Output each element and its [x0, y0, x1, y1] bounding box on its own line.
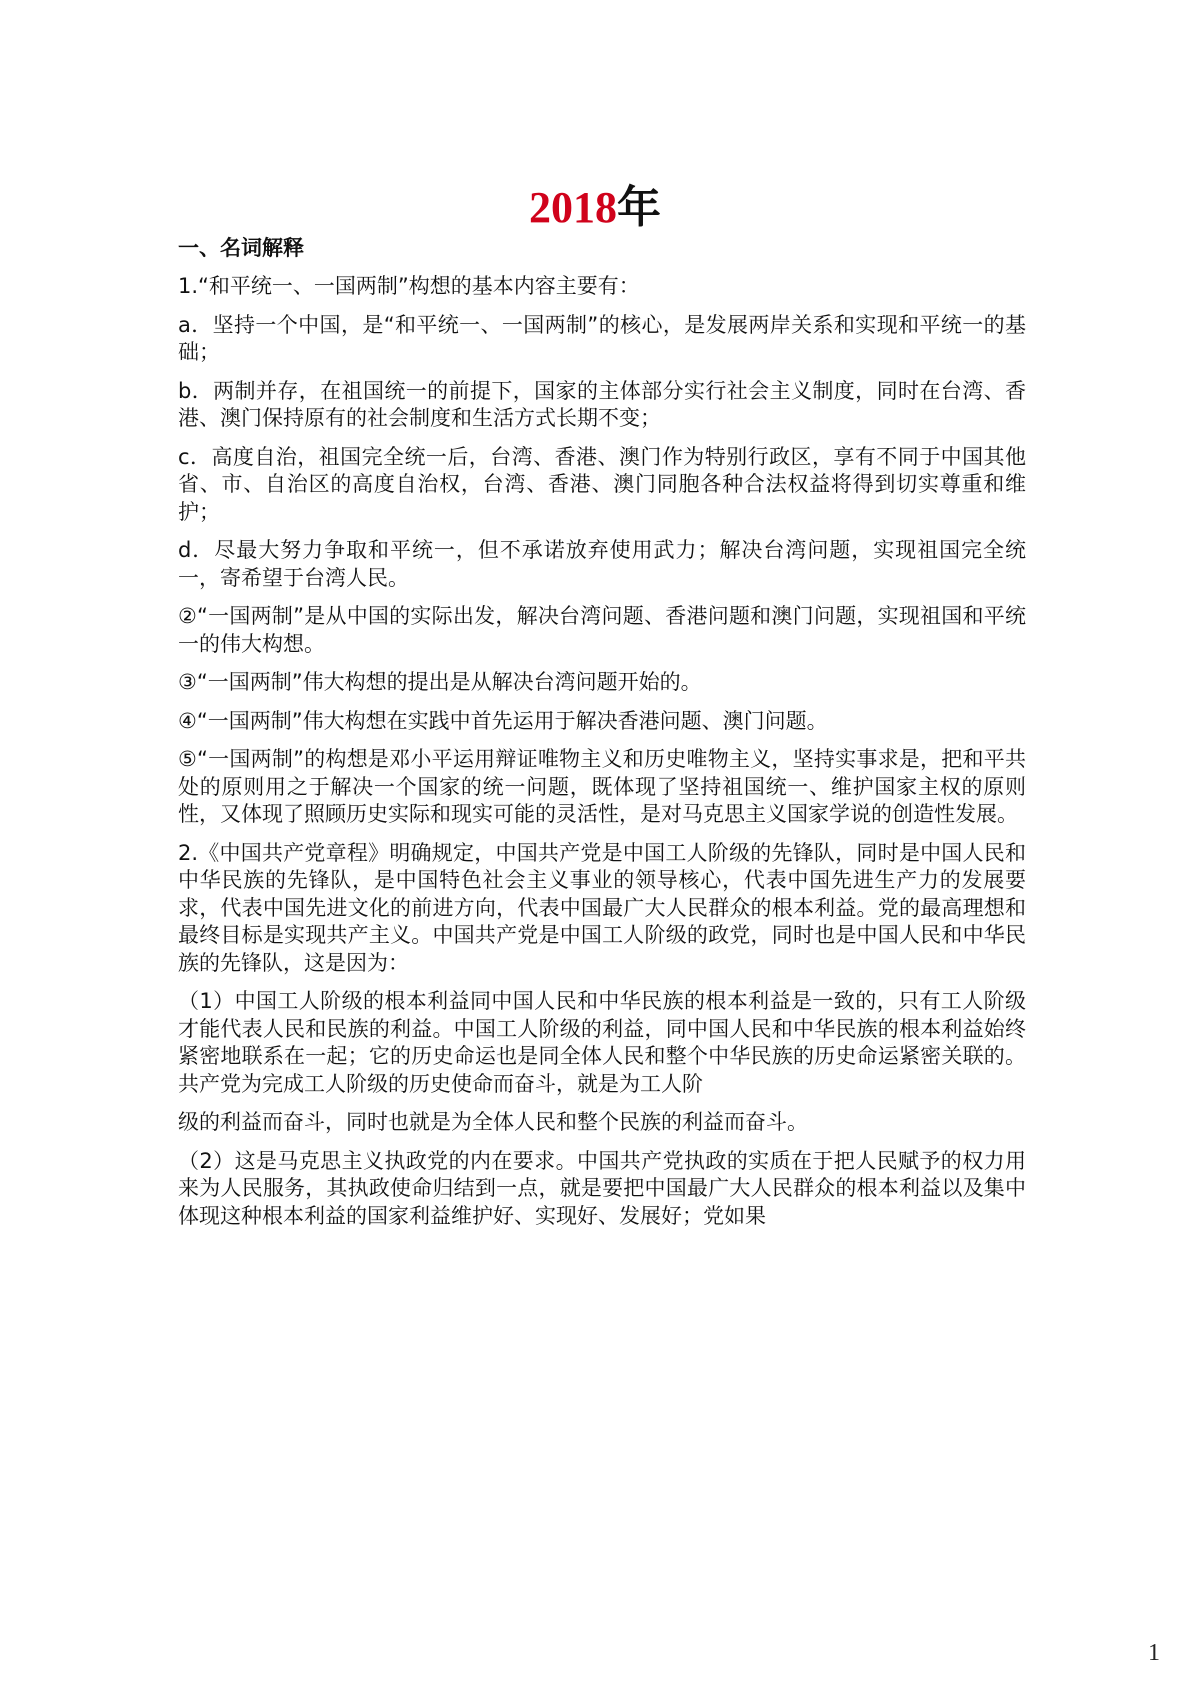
paragraph-1: 1.“和平统一、一国两制”构想的基本内容主要有：: [178, 274, 640, 298]
paragraph-7: ③“一国两制”伟大构想的提出是从解决台湾问题开始的。: [178, 670, 702, 694]
paragraph-12: 级的利益而奋斗，同时也就是为全体人民和整个民族的利益而奋斗。: [178, 1110, 808, 1134]
paragraph-4: c．高度自治，祖国完全统一后，台湾、香港、澳门作为特别行政区，享有不同于中国其他省、市、自治区的高度自治权，台湾、香港、澳门同胞各种合法权益将得到切实尊重和维护；: [178, 444, 1026, 524]
paragraph-2: a．坚持一个中国，是“和平统一、一国两制”的核心，是发展两岸关系和实现和平统一的基础；: [178, 312, 1026, 364]
paragraph-3: b．两制并存，在祖国统一的前提下，国家的主体部分实行社会主义制度，同时在台湾、香港、澳门保持原有的社会制度和生活方式长期不变；: [178, 378, 1026, 430]
paragraph-8: ④“一国两制”伟大构想在实践中首先运用于解决香港问题、澳门问题。: [178, 708, 828, 733]
section-heading: 一、名词解释: [178, 236, 304, 260]
title-suffix: 年: [617, 182, 661, 233]
document-body: [178, 233, 1026, 1241]
paragraph-9: ⑤“一国两制”的构想是邓小平运用辩证唯物主义和历史唯物主义，坚持实事求是，把和平共处的原则用之于解决一个国家的统一问题，既体现了坚持祖国统一、维护国家主权的原则性，又体现了照顾历史实际和现实可能的灵活性，是对马克思主义国家学说的创造性发展。: [178, 747, 1026, 826]
paragraph-13: （2）这是马克思主义执政党的内在要求。中国共产党执政的实质在于把人民赋予的权力用来为人民服务，其执政使命归结到一点，就是要把中国最广大人民群众的根本利益以及集中体现这种根本利益的国家利益维护好、实现好、发展好；党如果: [178, 1148, 1026, 1228]
paragraph-10: 2.《中国共产党章程》明确规定，中国共产党是中国工人阶级的先锋队，同时是中国人民和中华民族的先锋队，是中国特色社会主义事业的领导核心，代表中国先进生产力的发展要求，代表中国先进文化的前进方向，代表中国最广大人民群众的根本利益。党的最高理想和最终目标是实现共产主义。中国共产党是中国工人阶级的政党，同时也是中国人民和中华民族的先锋队，这是因为：: [178, 840, 1026, 975]
title-year: 2018: [529, 183, 617, 232]
paragraph-6: ②“一国两制”是从中国的实际出发，解决台湾问题、香港问题和澳门问题，实现祖国和平统一的伟大构想。: [178, 604, 1026, 656]
paragraph-5: d．尽最大努力争取和平统一，但不承诺放弃使用武力；解决台湾问题，实现祖国完全统一，寄希望于台湾人民。: [178, 538, 1026, 590]
page-number: 1: [1148, 1640, 1160, 1666]
page-title: [0, 180, 1190, 236]
paragraph-11: （1）中国工人阶级的根本利益同中国人民和中华民族的根本利益是一致的，只有工人阶级才能代表人民和民族的利益。中国工人阶级的利益，同中国人民和中华民族的根本利益始终紧密地联系在一起；它的历史命运也是同全体人民和整个中华民族的历史命运紧密关联的。共产党为完成工人阶级的历史使命而奋斗，就是为工人阶: [178, 989, 1026, 1096]
